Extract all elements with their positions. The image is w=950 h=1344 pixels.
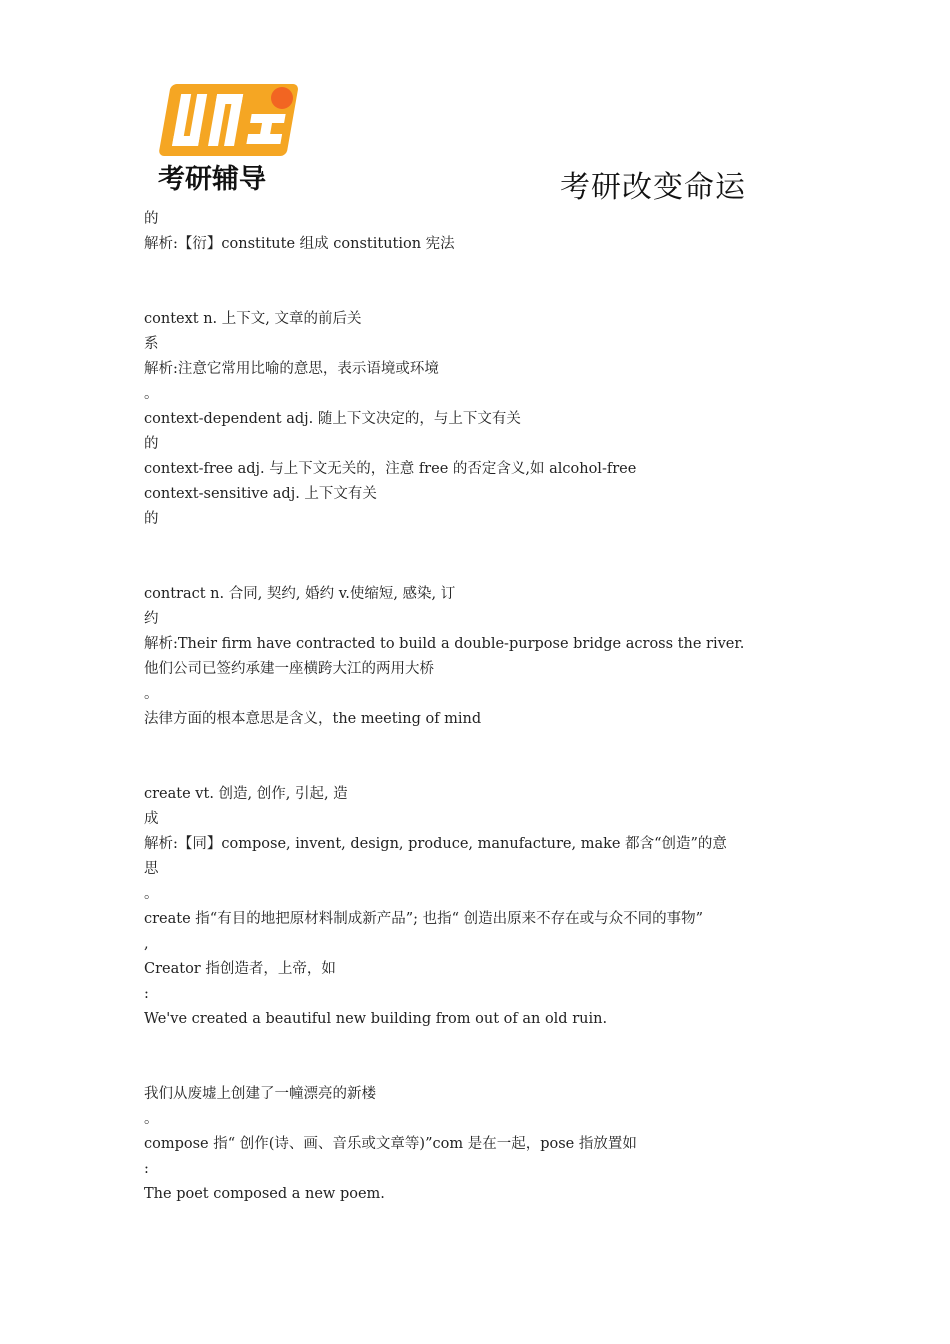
brand-logo xyxy=(150,78,310,198)
text-line: : xyxy=(144,1161,149,1177)
text-line: 的 xyxy=(144,211,159,227)
text-line: 思 xyxy=(144,861,159,877)
text-line: 他们公司已签约承建一座横跨大江的两用大桥 xyxy=(144,661,434,677)
text-line: 法律方面的根本意思是含义，the meeting of mind xyxy=(144,711,482,727)
text-line xyxy=(144,1032,824,1057)
text-line: 。 xyxy=(144,1111,159,1127)
text-line xyxy=(144,1057,824,1082)
text-line: : xyxy=(144,986,149,1002)
text-line xyxy=(144,732,824,757)
slogan: 考研改变命运 xyxy=(560,170,746,205)
text-line: 解析:【衍】constitute 组成 constitution 宪法 xyxy=(144,236,455,252)
text-line: 。 xyxy=(144,886,159,902)
text-line: 的 xyxy=(144,511,159,527)
text-line xyxy=(144,282,824,307)
logo-dot xyxy=(271,87,293,109)
text-line: contract n. 合同, 契约, 婚约 v.使缩短, 感染, 订 xyxy=(144,586,456,602)
text-line: 约 xyxy=(144,611,159,627)
text-line: 解析:【同】compose, invent, design, produce, manufacture, make 都含“创造”的意 xyxy=(144,836,727,852)
text-line: 的 xyxy=(144,436,159,452)
text-line xyxy=(144,557,824,582)
text-line xyxy=(144,257,824,282)
logo-subtitle: 考研辅导 xyxy=(158,164,266,195)
text-line: 。 xyxy=(144,686,159,702)
text-line xyxy=(144,757,824,782)
text-line: context-sensitive adj. 上下文有关 xyxy=(144,486,377,502)
text-line: We've created a beautiful new building from out of an old ruin. xyxy=(144,1011,608,1027)
text-line: context n. 上下文, 文章的前后关 xyxy=(144,311,362,327)
logo-graphic xyxy=(150,78,310,198)
document-body xyxy=(144,207,824,1207)
text-line: create vt. 创造, 创作, 引起, 造 xyxy=(144,786,348,802)
text-line xyxy=(144,532,824,557)
text-line: 解析:注意它常用比喻的意思，表示语境或环境 xyxy=(144,361,439,377)
text-line: 系 xyxy=(144,336,159,352)
text-line: 。 xyxy=(144,386,159,402)
text-line: Creator 指创造者，上帝，如 xyxy=(144,961,336,977)
text-line: compose 指“ 创作(诗、画、音乐或文章等)”com 是在一起，pose 指放置如 xyxy=(144,1136,637,1152)
text-line: The poet composed a new poem. xyxy=(144,1186,385,1202)
text-line: 我们从废墟上创建了一幢漂亮的新楼 xyxy=(144,1086,376,1102)
text-line: context-dependent adj. 随上下文决定的，与上下文有关 xyxy=(144,411,521,427)
text-line: 解析:Their firm have contracted to build a double-purpose bridge across the river. xyxy=(144,636,745,652)
text-line: context-free adj. 与上下文无关的，注意 free 的否定含义,如 alcohol-free xyxy=(144,461,637,477)
text-line: , xyxy=(144,936,149,952)
text-line: create 指“有目的地把原材料制成新产品”; 也指“ 创造出原来不存在或与众不同的事物” xyxy=(144,911,704,927)
text-line: 成 xyxy=(144,811,159,827)
